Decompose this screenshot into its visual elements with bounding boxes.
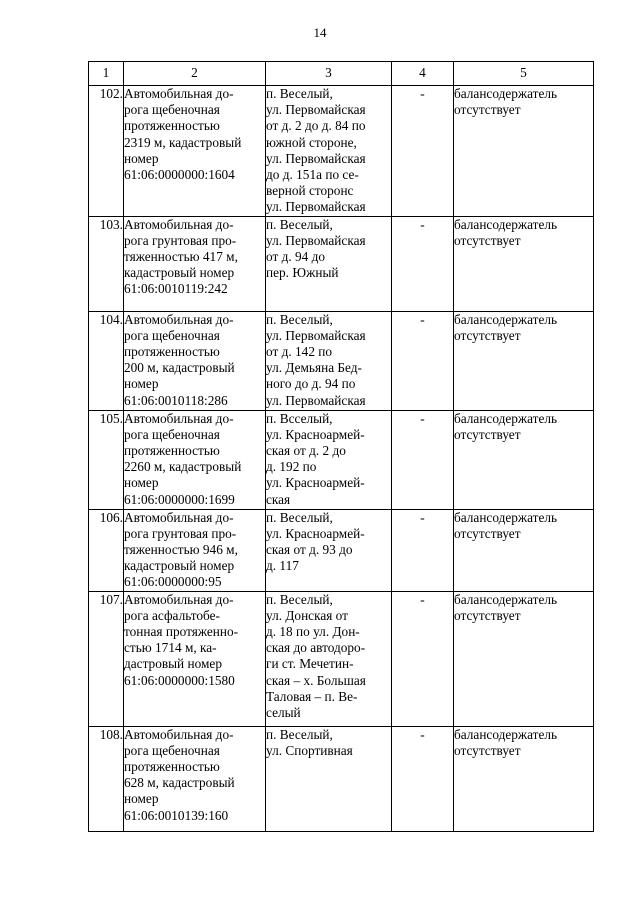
road-description: Автомобильная до- рога щебеночная протяженностью 2260 м, кадастровый номер 61:06:0000000:1699 xyxy=(124,410,266,509)
road-location: п. Веселый, ул. Красноармей- ская от д. 93 до д. 117 xyxy=(266,509,392,591)
road-description: Автомобильная до- рога щебеночная протяженностью 628 м, кадастровый номер 61:06:0010139:160 xyxy=(124,726,266,831)
balance-holder: балансодержатель отсутствует xyxy=(454,216,594,311)
row-number: 108. xyxy=(89,726,124,831)
table-row xyxy=(89,311,594,410)
row-number: 105. xyxy=(89,410,124,509)
col4-value: - xyxy=(392,216,454,311)
header-col-2: 2 xyxy=(124,62,266,86)
roads-registry-table xyxy=(88,61,594,832)
col4-value: - xyxy=(392,86,454,217)
table-row xyxy=(89,591,594,726)
road-description: Автомобильная до- рога асфальтобе- тонная протяженно- стью 1714 м, ка- дастровый номер 61:06:0000000:1580 xyxy=(124,591,266,726)
road-location: п. Веселый, ул. Донская от д. 18 по ул. Дон- ская до автодоро- ги ст. Мечетин- ская – х. Большая Таловая – п. Ве- селый xyxy=(266,591,392,726)
col4-value: - xyxy=(392,591,454,726)
road-location: п. Веселый, ул. Первомайская от д. 142 по ул. Демьяна Бед- ного до д. 94 по ул. Первомайская xyxy=(266,311,392,410)
table-row xyxy=(89,410,594,509)
table-row xyxy=(89,86,594,217)
table-row xyxy=(89,726,594,831)
table-row xyxy=(89,509,594,591)
road-description: Автомобильная до- рога грунтовая про- тяженностью 946 м, кадастровый номер 61:06:0000000:95 xyxy=(124,509,266,591)
col4-value: - xyxy=(392,509,454,591)
row-number: 106. xyxy=(89,509,124,591)
page-number: 14 xyxy=(313,25,327,40)
balance-holder: балансодержатель отсутствует xyxy=(454,86,594,217)
road-location: п. Веселый, ул. Первомайская от д. 94 до пер. Южный xyxy=(266,216,392,311)
road-description: Автомобильная до- рога грунтовая про- тяженностью 417 м, кадастровый номер 61:06:0010119:242 xyxy=(124,216,266,311)
header-col-4: 4 xyxy=(392,62,454,86)
road-location: п. Веселый, ул. Первомайская от д. 2 до д. 84 по южной стороне, ул. Первомайская до д. 151а по се- верной сторонс ул. Первомайская xyxy=(266,86,392,217)
road-description: Автомобильная до- рога щебеночная протяженностью 2319 м, кадастровый номер 61:06:0000000:1604 xyxy=(124,86,266,217)
balance-holder: балансодержатель отсутствует xyxy=(454,726,594,831)
road-location: п. Веселый, ул. Спортивная xyxy=(266,726,392,831)
row-number: 107. xyxy=(89,591,124,726)
balance-holder: балансодержатель отсутствует xyxy=(454,311,594,410)
col4-value: - xyxy=(392,410,454,509)
balance-holder: балансодержатель отсутствует xyxy=(454,591,594,726)
col4-value: - xyxy=(392,726,454,831)
balance-holder: балансодержатель отсутствует xyxy=(454,509,594,591)
row-number: 103. xyxy=(89,216,124,311)
header-col-5: 5 xyxy=(454,62,594,86)
header-row xyxy=(89,62,594,86)
header-col-1: 1 xyxy=(89,62,124,86)
header-col-3: 3 xyxy=(266,62,392,86)
row-number: 104. xyxy=(89,311,124,410)
table-row xyxy=(89,216,594,311)
balance-holder: балансодержатель отсутствует xyxy=(454,410,594,509)
road-description: Автомобильная до- рога щебеночная протяженностью 200 м, кадастровый номер 61:06:0010118:286 xyxy=(124,311,266,410)
road-location: п. Всселый, ул. Красноармей- ская от д. 2 до д. 192 по ул. Красноармей- ская xyxy=(266,410,392,509)
row-number: 102. xyxy=(89,86,124,217)
col4-value: - xyxy=(392,311,454,410)
